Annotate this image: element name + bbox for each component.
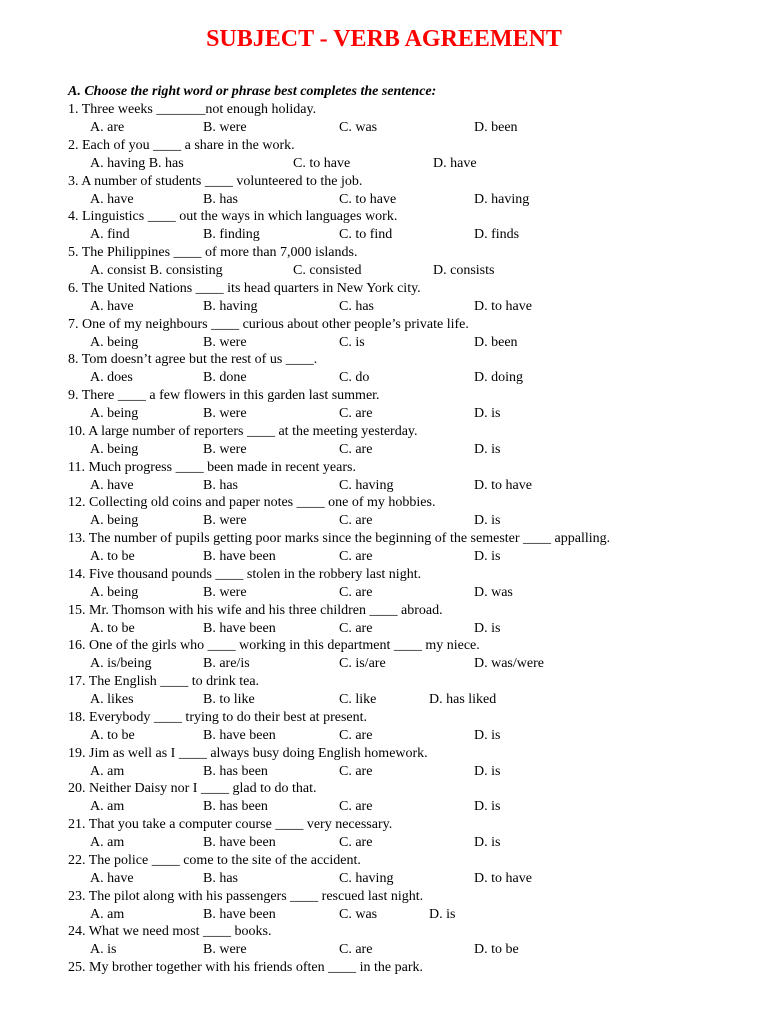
- answer-option[interactable]: D. is: [474, 727, 501, 743]
- answer-option[interactable]: D. has liked: [429, 692, 497, 707]
- answer-option[interactable]: D. consists: [433, 263, 495, 278]
- answer-option[interactable]: C. like: [339, 692, 377, 707]
- answer-option[interactable]: C. are: [339, 727, 373, 743]
- answer-option[interactable]: D. is: [429, 906, 456, 922]
- question-text: 23. The pilot along with his passengers ____ rescued last night.: [68, 888, 424, 904]
- answer-option[interactable]: D. was/were: [474, 656, 544, 672]
- answer-option[interactable]: A. am: [90, 799, 125, 815]
- question-text: 6. The United Nations ____ its head quarters in New York city.: [68, 280, 421, 296]
- question-text: 9. There ____ a few flowers in this garden last summer.: [68, 388, 380, 403]
- answer-option[interactable]: D. is: [474, 799, 501, 815]
- answer-option[interactable]: B. have been: [203, 906, 276, 922]
- answer-option[interactable]: D. to be: [474, 942, 519, 958]
- answer-option[interactable]: C. are: [339, 835, 373, 850]
- answer-option[interactable]: B. have been: [203, 620, 276, 636]
- answer-option[interactable]: D. is: [474, 441, 501, 457]
- answer-option[interactable]: B. have been: [203, 727, 276, 743]
- question-text: 17. The English ____ to drink tea.: [68, 674, 260, 689]
- question-text: 4. Linguistics ____ out the ways in which languages work.: [68, 209, 398, 225]
- question-text: 20. Neither Daisy nor I ____ glad to do that.: [68, 781, 317, 797]
- answer-option[interactable]: C. to have: [339, 191, 397, 207]
- question-text: 15. Mr. Thomson with his wife and his three children ____ abroad.: [68, 602, 443, 618]
- question-text: 21. That you take a computer course ____ very necessary.: [68, 817, 393, 832]
- answer-option[interactable]: C. to have: [293, 155, 351, 171]
- answer-option[interactable]: B. has: [203, 870, 238, 886]
- answer-option[interactable]: D. been: [474, 120, 518, 135]
- answer-option[interactable]: A. having B. has: [90, 155, 184, 171]
- answer-option[interactable]: D. is: [474, 513, 501, 529]
- question-text: 8. Tom doesn’t agree but the rest of us ____.: [68, 352, 318, 368]
- answer-option[interactable]: B. were: [203, 120, 247, 135]
- answer-option[interactable]: A. is: [90, 942, 117, 958]
- answer-option[interactable]: A. have: [90, 477, 134, 493]
- answer-option[interactable]: A. am: [90, 835, 125, 850]
- answer-option[interactable]: D. is: [474, 406, 501, 421]
- answer-option[interactable]: B. finding: [203, 227, 260, 243]
- answer-option[interactable]: B. has been: [203, 763, 268, 779]
- answer-option[interactable]: D. is: [474, 620, 501, 636]
- page-title: SUBJECT - VERB AGREEMENT: [206, 26, 562, 52]
- answer-option[interactable]: C. to find: [339, 227, 393, 243]
- question-text: 14. Five thousand pounds ____ stolen in the robbery last night.: [68, 566, 422, 582]
- answer-option[interactable]: A. consist B. consisting: [90, 263, 223, 278]
- answer-option[interactable]: D. finds: [474, 227, 520, 243]
- answer-option[interactable]: D. is: [474, 835, 501, 850]
- answer-option[interactable]: B. has been: [203, 799, 268, 815]
- answer-option[interactable]: B. are/is: [203, 656, 250, 672]
- answer-option[interactable]: A. have: [90, 298, 134, 314]
- answer-option[interactable]: C. are: [339, 763, 373, 779]
- answer-option[interactable]: A. are: [90, 120, 125, 135]
- question-text: 22. The police ____ come to the site of the accident.: [68, 852, 361, 868]
- answer-option[interactable]: B. have been: [203, 549, 276, 564]
- answer-option[interactable]: C. having: [339, 870, 394, 886]
- answer-option[interactable]: D. is: [474, 763, 501, 779]
- answer-option[interactable]: B. to like: [203, 692, 255, 707]
- answer-option[interactable]: B. were: [203, 334, 247, 350]
- answer-option[interactable]: C. was: [339, 120, 378, 135]
- answer-option[interactable]: C. was: [339, 906, 378, 922]
- answer-option[interactable]: A. being: [90, 584, 139, 600]
- answer-option[interactable]: A. to be: [90, 549, 135, 564]
- answer-option[interactable]: C. is: [339, 334, 365, 350]
- answer-option[interactable]: C. are: [339, 942, 373, 958]
- answer-option[interactable]: B. were: [203, 406, 247, 421]
- answer-option[interactable]: D. doing: [474, 370, 523, 386]
- answer-option[interactable]: B. were: [203, 441, 247, 457]
- answer-option[interactable]: D. to have: [474, 870, 532, 886]
- answer-option[interactable]: B. done: [203, 370, 247, 386]
- question-text: 10. A large number of reporters ____ at the meeting yesterday.: [68, 423, 418, 439]
- answer-option[interactable]: B. were: [203, 584, 247, 600]
- answer-option[interactable]: D. to have: [474, 477, 532, 493]
- answer-option[interactable]: C. are: [339, 549, 373, 564]
- answer-option[interactable]: D. was: [474, 584, 513, 600]
- answer-option[interactable]: A. being: [90, 513, 139, 529]
- answer-option[interactable]: A. is/being: [90, 656, 152, 672]
- answer-option[interactable]: C. do: [339, 370, 370, 386]
- answer-option[interactable]: A. likes: [90, 692, 134, 707]
- answer-option[interactable]: A. am: [90, 906, 125, 922]
- answer-option[interactable]: D. been: [474, 334, 518, 350]
- answer-option[interactable]: D. is: [474, 549, 501, 564]
- answer-option[interactable]: A. have: [90, 870, 134, 886]
- question-text: 18. Everybody ____ trying to do their best at present.: [68, 709, 367, 725]
- question-text: 5. The Philippines ____ of more than 7,000 islands.: [68, 245, 358, 260]
- answer-option[interactable]: B. were: [203, 513, 247, 529]
- answer-option[interactable]: B. were: [203, 942, 247, 958]
- question-text: 13. The number of pupils getting poor marks since the beginning of the semester ____ appalling.: [68, 531, 611, 546]
- answer-option[interactable]: A. am: [90, 763, 125, 779]
- answer-option[interactable]: C. is/are: [339, 656, 386, 672]
- question-text: 12. Collecting old coins and paper notes ____ one of my hobbies.: [68, 495, 436, 511]
- question-text: 24. What we need most ____ books.: [68, 924, 272, 940]
- answer-option[interactable]: A. being: [90, 406, 139, 421]
- question-text: 25. My brother together with his friends often ____ in the park.: [68, 960, 423, 975]
- answer-option[interactable]: C. has: [339, 298, 374, 314]
- answer-option[interactable]: C. are: [339, 513, 373, 529]
- question-text: 19. Jim as well as I ____ always busy doing English homework.: [68, 745, 428, 761]
- question-text: 2. Each of you ____ a share in the work.: [68, 137, 295, 153]
- answer-option[interactable]: C. are: [339, 799, 373, 815]
- answer-option[interactable]: A. to be: [90, 727, 135, 743]
- answer-option[interactable]: B. having: [203, 298, 258, 314]
- answer-option[interactable]: C. consisted: [293, 263, 362, 278]
- question-text: 16. One of the girls who ____ working in this department ____ my niece.: [68, 638, 480, 654]
- answer-option[interactable]: D. having: [474, 191, 530, 207]
- answer-option[interactable]: A. have: [90, 191, 134, 207]
- answer-option[interactable]: D. have: [433, 155, 477, 171]
- answer-option[interactable]: C. are: [339, 584, 373, 600]
- answer-option[interactable]: B. has: [203, 477, 238, 493]
- answer-option[interactable]: D. to have: [474, 298, 532, 314]
- answer-option[interactable]: A. find: [90, 227, 130, 243]
- answer-option[interactable]: A. being: [90, 441, 139, 457]
- answer-option[interactable]: C. are: [339, 441, 373, 457]
- answer-option[interactable]: C. are: [339, 620, 373, 636]
- answer-option[interactable]: B. has: [203, 191, 238, 207]
- question-text: 11. Much progress ____ been made in recent years.: [68, 459, 356, 475]
- question-text: 7. One of my neighbours ____ curious about other people’s private life.: [68, 316, 469, 332]
- question-text: 3. A number of students ____ volunteered to the job.: [68, 173, 363, 189]
- answer-option[interactable]: C. are: [339, 406, 373, 421]
- question-text: 1. Three weeks _______not enough holiday.: [68, 102, 317, 117]
- answer-option[interactable]: A. to be: [90, 620, 135, 636]
- answer-option[interactable]: B. have been: [203, 835, 276, 850]
- answer-option[interactable]: C. having: [339, 477, 394, 493]
- answer-option[interactable]: A. does: [90, 370, 133, 386]
- section-instruction: A. Choose the right word or phrase best completes the sentence:: [68, 84, 437, 99]
- answer-option[interactable]: A. being: [90, 334, 139, 350]
